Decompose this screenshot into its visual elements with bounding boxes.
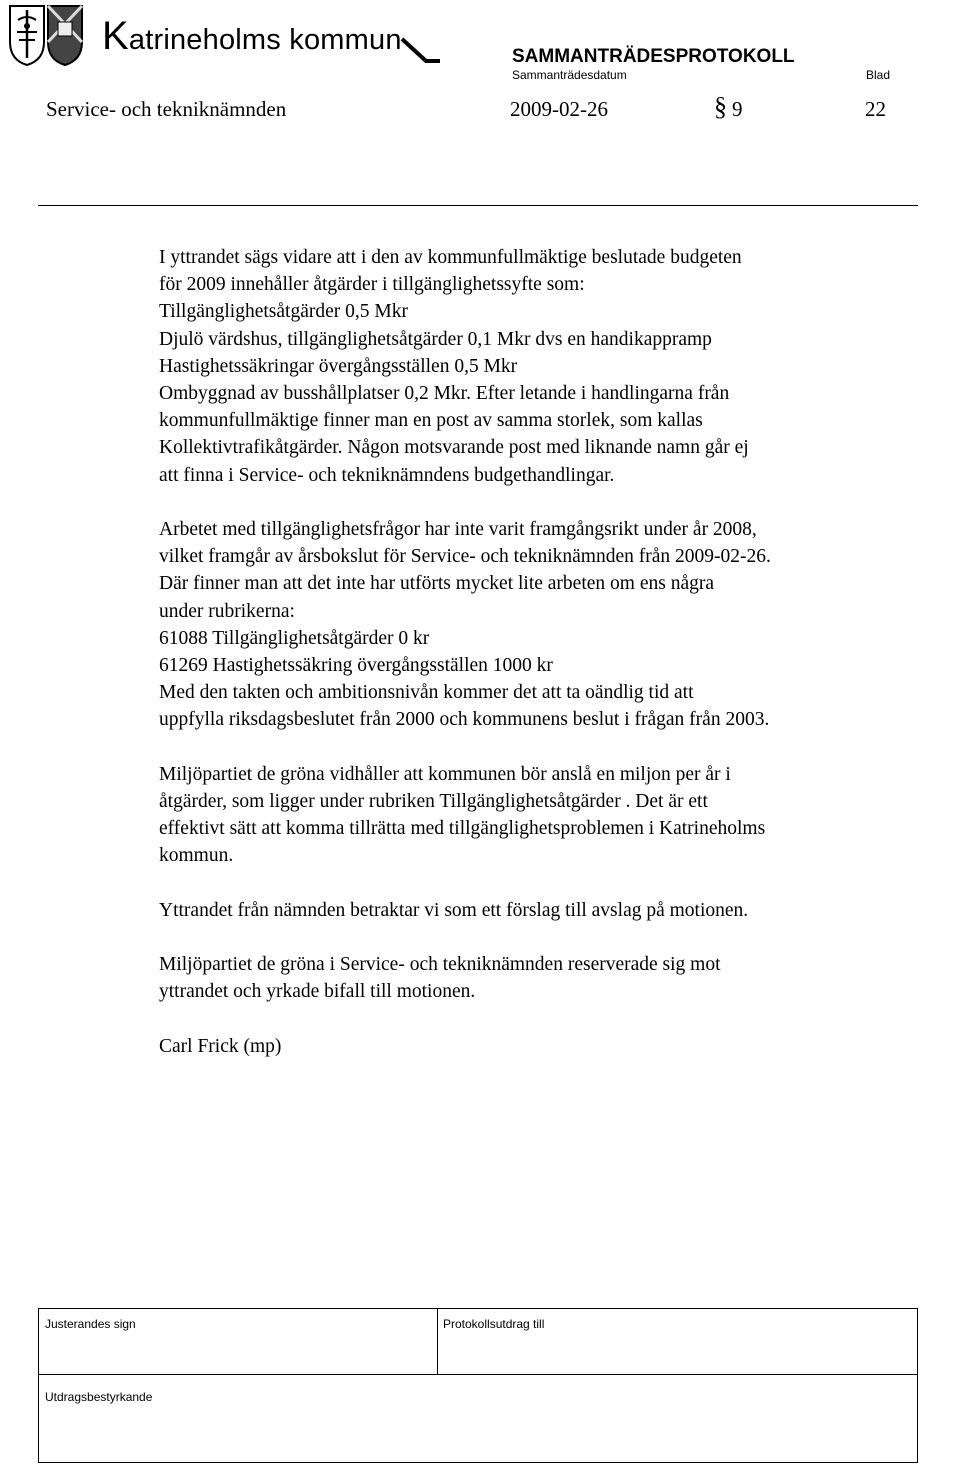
body-line: Djulö värdshus, tillgänglighetsåtgärder 0,1 Mkr dvs en handikappramp: [159, 328, 712, 350]
municipal-coat-of-arms-icon: [4, 2, 86, 66]
protocol-body: [159, 244, 771, 1060]
paragraph-spacer: [159, 734, 771, 761]
body-line: 61088 Tillgänglighetsåtgärder 0 kr: [159, 627, 430, 649]
body-line: åtgärder, som ligger under rubriken Tillgänglighetsåtgärder . Det är ett: [159, 791, 708, 813]
paragraph-spacer: [159, 1006, 771, 1033]
logo-rest: atrineholms kommun: [128, 24, 402, 56]
body-line: Hastighetssäkringar övergångsställen 0,5 Mkr: [159, 355, 518, 377]
body-line: Tillgänglighetsåtgärder 0,5 Mkr: [159, 301, 408, 323]
body-line: Med den takten och ambitionsnivån kommer det att ta oändlig tid att: [159, 682, 694, 704]
paragraph-spacer: [159, 489, 771, 516]
body-line: Kollektivtrafikåtgärder. Någon motsvarande post med liknande namn går ej: [159, 437, 749, 459]
body-line: Carl Frick (mp): [159, 1035, 282, 1057]
body-line: för 2009 innehåller åtgärder i tillgänglighetssyfte som:: [159, 274, 585, 296]
page-label: Blad: [866, 68, 891, 82]
header-divider: [38, 205, 918, 206]
signature-footer: [38, 1308, 918, 1463]
body-line: att finna i Service- och tekniknämndens budgethandlingar.: [159, 464, 615, 486]
body-line: uppfylla riksdagsbeslutet från 2000 och kommunens beslut i frågan från 2003.: [159, 709, 770, 731]
page-number: 22: [865, 97, 886, 121]
body-line: Yttrandet från nämnden betraktar vi som ett förslag till avslag på motionen.: [159, 899, 749, 921]
utdragsbestyrkande-label: Utdragsbestyrkande: [45, 1390, 153, 1404]
logo-swoosh-icon: [400, 35, 442, 65]
meeting-date: 2009-02-26: [510, 97, 608, 121]
justerandes-sign-label: Justerandes sign: [45, 1317, 136, 1331]
body-line: Miljöpartiet de gröna vidhåller att kommunen bör anslå en miljon per år i: [159, 763, 731, 785]
body-line: under rubrikerna:: [159, 600, 295, 622]
body-line: kommun.: [159, 845, 234, 867]
section-number: 9: [732, 97, 743, 121]
body-line: effektivt sätt att komma tillrätta med tillgänglighetsproblemen i Katrineholms: [159, 818, 766, 840]
body-line: vilket framgår av årsbokslut för Service- och tekniknämnden från 2009-02-26.: [159, 546, 771, 568]
footer-divider-horizontal: [39, 1374, 917, 1375]
protokollsutdrag-label: Protokollsutdrag till: [443, 1317, 545, 1331]
footer-divider-vertical: [437, 1309, 438, 1374]
municipality-logo-text: [102, 14, 402, 59]
committee-name: Service- och tekniknämnden: [46, 97, 287, 121]
body-line: yttrandet och yrkade bifall till motionen.: [159, 981, 476, 1003]
body-line: Där finner man att det inte har utförts mycket lite arbeten om ens några: [159, 573, 714, 595]
body-line: Arbetet med tillgänglighetsfrågor har inte varit framgångsrikt under år 2008,: [159, 519, 757, 541]
body-line: Ombyggnad av busshållplatser 0,2 Mkr. Efter letande i handlingarna från: [159, 383, 730, 405]
body-line: 61269 Hastighetssäkring övergångsställen 1000 kr: [159, 655, 553, 677]
protocol-title: SAMMANTRÄDESPROTOKOLL: [512, 46, 795, 67]
section-symbol: §: [714, 92, 727, 121]
meeting-date-label: Sammanträdesdatum: [512, 68, 627, 82]
paragraph-spacer: [159, 924, 771, 951]
body-line: I yttrandet sägs vidare att i den av kommunfullmäktige beslutade budgeten: [159, 247, 742, 268]
paragraph-spacer: [159, 870, 771, 897]
logo-initial: K: [102, 14, 129, 58]
body-line: Miljöpartiet de gröna i Service- och tekniknämnden reserverade sig mot: [159, 954, 721, 976]
body-line: kommunfullmäktige finner man en post av samma storlek, som kallas: [159, 410, 703, 432]
